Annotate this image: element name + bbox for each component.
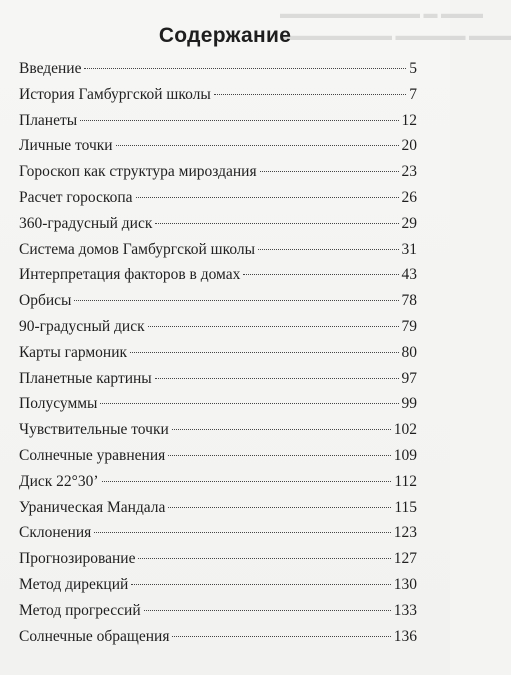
toc-entry-label: Солнечные обращения [19, 627, 170, 645]
toc-entry[interactable] [19, 60, 417, 86]
toc-entry-label: Личные точки [19, 137, 113, 155]
toc-entry-page-number: 136 [393, 627, 417, 645]
toc-entry-page-number: 5 [409, 60, 417, 77]
toc-dot-leader [260, 171, 399, 172]
toc-entry[interactable] [19, 602, 417, 628]
toc-entry-label: Орбисы [19, 292, 72, 310]
toc-entry-label: Склонения [19, 524, 92, 542]
toc-dot-leader [214, 94, 406, 95]
toc-dot-leader [148, 326, 399, 327]
toc-entry-label: Ураническая Мандала [19, 498, 166, 516]
toc-entry-label: Введение [19, 60, 82, 77]
toc-entry-page-number: 133 [393, 601, 417, 619]
toc-entry[interactable] [19, 576, 417, 602]
toc-entry-page-number: 123 [393, 524, 417, 542]
toc-dot-leader [168, 507, 391, 508]
bleed-through-text: ▬▬▬▬▬▬▬▬▬▬ ▬ ▬▬▬ ▬▬▬▬▬▬▬▬ ▬▬▬▬▬ ▬▬▬ [280, 7, 511, 44]
toc-entry[interactable] [19, 86, 417, 112]
toc-entry-page-number: 23 [401, 163, 417, 181]
toc-dot-leader [155, 223, 398, 224]
toc-dot-leader [172, 636, 390, 637]
toc-entry-page-number: 102 [393, 421, 417, 439]
toc-entry[interactable] [19, 318, 417, 344]
toc-entry-label: Планеты [19, 111, 78, 129]
toc-entry-label: Полусуммы [19, 395, 98, 413]
toc-entry-page-number: 26 [401, 188, 417, 206]
toc-entry-label: Метод прогрессий [19, 601, 141, 619]
toc-entry[interactable] [19, 499, 417, 525]
toc-entry-page-number: 31 [401, 240, 417, 258]
toc-entry-page-number: 79 [401, 317, 417, 335]
toc-entry[interactable] [19, 266, 417, 292]
toc-entry-page-number: 127 [393, 550, 417, 568]
toc-entry[interactable] [19, 421, 417, 447]
toc-entry-label: 360-градусный диск [19, 214, 153, 232]
toc-entry-label: Планетные картины [19, 369, 152, 387]
toc-entry-label: Карты гармоник [19, 343, 128, 361]
toc-dot-leader [94, 532, 391, 533]
toc-dot-leader [136, 197, 399, 198]
toc-dot-leader [84, 68, 406, 69]
toc-entry-label: Солнечные уравнения [19, 446, 166, 464]
toc-entry[interactable] [19, 163, 417, 189]
toc-entry[interactable] [19, 628, 417, 654]
toc-entry[interactable] [19, 241, 417, 267]
toc-entry-label: История Гамбургской школы [19, 85, 211, 103]
toc-entry-page-number: 109 [393, 446, 417, 464]
toc-entry-page-number: 130 [393, 575, 417, 593]
toc-entry-page-number: 80 [401, 343, 417, 361]
toc-entry-label: Диск 22°30’ [19, 472, 99, 490]
toc-dot-leader [74, 300, 398, 301]
toc-entry[interactable] [19, 550, 417, 576]
toc-entry[interactable] [19, 473, 417, 499]
toc-dot-leader [138, 558, 390, 559]
toc-dot-leader [144, 610, 391, 611]
toc-entry-page-number: 20 [401, 137, 417, 155]
toc-entry[interactable] [19, 137, 417, 163]
toc-entry-page-number: 115 [394, 498, 417, 516]
toc-entry[interactable] [19, 215, 417, 241]
toc-entry-page-number: 29 [401, 214, 417, 232]
toc-entry-page-number: 112 [394, 472, 417, 490]
table-of-contents [19, 60, 417, 653]
toc-dot-leader [130, 352, 398, 353]
toc-entry[interactable] [19, 395, 417, 421]
toc-entry[interactable] [19, 447, 417, 473]
toc-entry-label: Гороскоп как структура мироздания [19, 163, 257, 181]
toc-entry-page-number: 97 [401, 369, 417, 387]
toc-dot-leader [168, 455, 390, 456]
toc-dot-leader [100, 403, 398, 404]
toc-entry[interactable] [19, 344, 417, 370]
toc-entry[interactable] [19, 370, 417, 396]
toc-entry[interactable] [19, 112, 417, 138]
toc-dot-leader [172, 429, 391, 430]
toc-entry-label: Метод дирекций [19, 575, 129, 593]
toc-entry-label: Чувствительные точки [19, 421, 169, 439]
toc-dot-leader [80, 120, 398, 121]
toc-dot-leader [116, 145, 399, 146]
toc-dot-leader [102, 481, 392, 482]
toc-entry-page-number: 12 [401, 111, 417, 129]
toc-entry-page-number: 78 [401, 292, 417, 310]
toc-entry[interactable] [19, 189, 417, 215]
toc-entry-page-number: 99 [401, 395, 417, 413]
toc-entry[interactable] [19, 292, 417, 318]
toc-entry-label: Расчет гороскопа [19, 188, 133, 206]
toc-entry-page-number: 7 [409, 85, 417, 103]
toc-entry-label: Интерпретация факторов в домах [19, 266, 241, 284]
page-title: Содержание [158, 24, 292, 48]
toc-entry-page-number: 43 [401, 266, 417, 284]
toc-dot-leader [243, 274, 398, 275]
toc-dot-leader [155, 378, 399, 379]
toc-entry-label: 90-градусный диск [19, 317, 145, 335]
toc-dot-leader [258, 249, 398, 250]
toc-entry-label: Система домов Гамбургской школы [19, 240, 256, 258]
toc-dot-leader [131, 584, 390, 585]
toc-entry[interactable] [19, 524, 417, 550]
toc-entry-label: Прогнозирование [19, 550, 136, 568]
